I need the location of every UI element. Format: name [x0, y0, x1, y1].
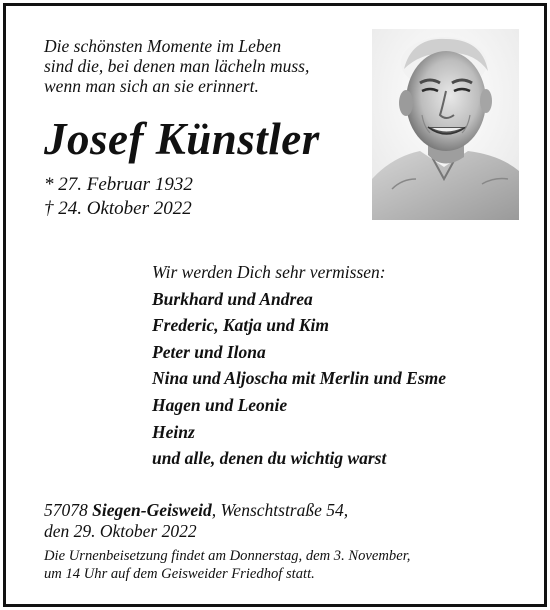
quote-line: Die schönsten Momente im Leben	[44, 36, 282, 56]
quote-line: sind die, bei denen man lächeln muss,	[44, 56, 310, 76]
life-dates	[44, 173, 193, 221]
deceased-name: Josef Künstler	[44, 114, 320, 164]
mourner-entry: Burkhard und Andrea	[152, 288, 313, 309]
mourner-entry: und alle, denen du wichtig warst	[152, 448, 387, 469]
portrait-photo	[372, 29, 519, 220]
memorial-quote	[44, 36, 309, 96]
mourner-entry: Nina und Aljoscha mit Merlin und Esme	[152, 368, 447, 389]
urn-notice-line: um 14 Uhr auf dem Geisweider Friedhof statt.	[44, 565, 315, 582]
quote-line: wenn man sich an sie erinnert.	[44, 76, 259, 96]
death-date: † 24. Oktober 2022	[44, 198, 192, 219]
address-block	[44, 500, 348, 541]
postcode: 57078	[44, 500, 88, 520]
mourner-entry: Hagen und Leonie	[152, 394, 288, 415]
city: Siegen-Geisweid	[92, 500, 212, 520]
urn-notice-line: Die Urnenbeisetzung findet am Donnerstag, dem 3. November,	[44, 548, 411, 564]
mourner-entry: Frederic, Katja und Kim	[152, 315, 329, 336]
mourners-list	[152, 259, 446, 472]
address-line	[44, 500, 348, 521]
birth-date: * 27. Februar 1932	[44, 174, 193, 195]
mourners-intro: Wir werden Dich sehr vermissen:	[152, 262, 386, 282]
mourner-entry: Peter und Ilona	[152, 341, 266, 362]
street: , Wenschtstraße 54,	[211, 500, 349, 520]
urn-notice	[44, 548, 410, 583]
notice-date: den 29. Oktober 2022	[44, 520, 197, 541]
obituary-notice	[3, 3, 547, 607]
mourner-entry: Heinz	[152, 421, 195, 442]
